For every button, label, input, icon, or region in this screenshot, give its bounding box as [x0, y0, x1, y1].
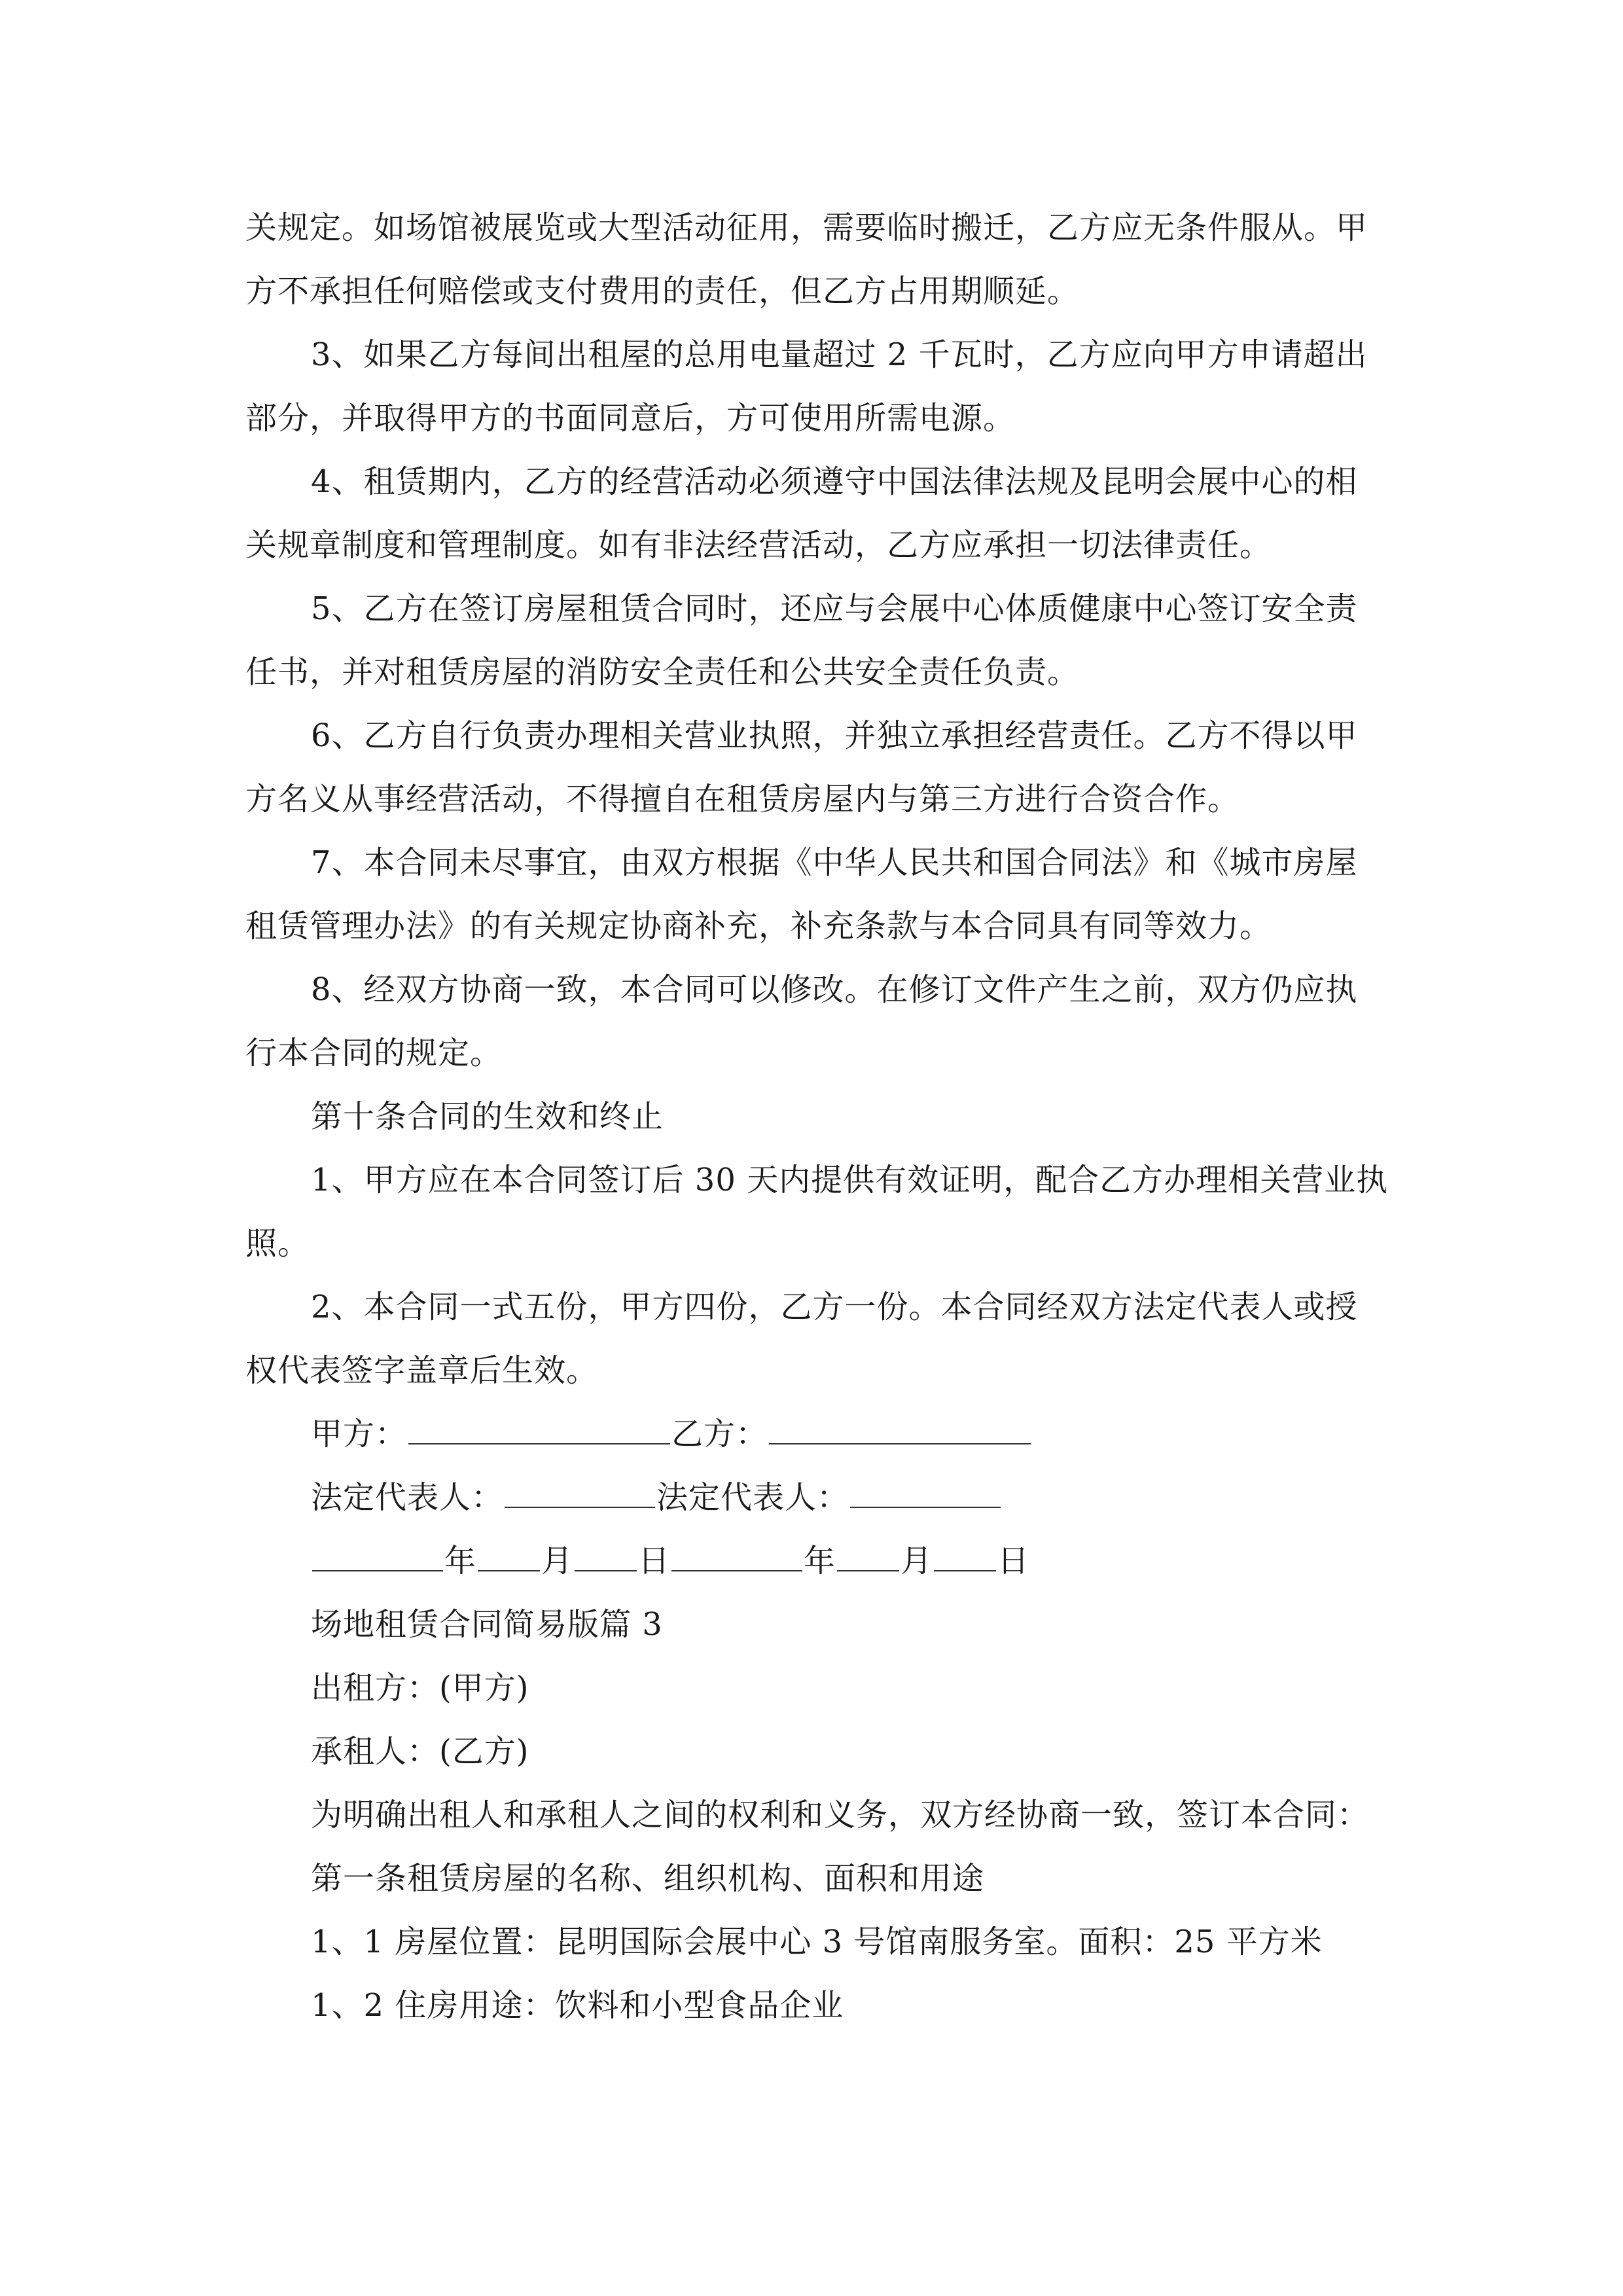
- article-10-clause-2: 2、本合同一式五份，甲方四份，乙方一份。本合同经双方法定代表人或授: [311, 1289, 1358, 1325]
- party-a-label: 甲方：: [311, 1416, 408, 1452]
- month-b-label: 月: [901, 1543, 933, 1579]
- signature-parties-row: [245, 1403, 1384, 1466]
- clause-7: 7、本合同未尽事宜，由双方根据《中华人民共和国合同法》和《城市房屋: [311, 844, 1358, 881]
- paragraph-line: 权代表签字盖章后生效。: [245, 1352, 599, 1389]
- signature-legal-rep-row: [245, 1466, 1384, 1530]
- day-b-label: 日: [997, 1543, 1030, 1579]
- document-body: [245, 196, 1389, 2037]
- legal-rep-a-blank: [505, 1467, 655, 1508]
- clause-3: 3、如果乙方每间出租屋的总用电量超过 2 千瓦时，乙方应向甲方申请超出: [311, 336, 1368, 373]
- day-a-label: 日: [638, 1543, 671, 1579]
- legal-rep-a-label: 法定代表人：: [311, 1479, 504, 1516]
- section-3-title: 场地租赁合同简易版篇 3: [311, 1606, 663, 1643]
- paragraph-line: 方名义从事经营活动，不得擅自在租赁房屋内与第三方进行合资合作。: [245, 781, 1240, 817]
- year-b-blank: [671, 1531, 802, 1571]
- party-a-blank: [408, 1404, 670, 1444]
- lessee-line: 承租人：(乙方): [311, 1733, 529, 1770]
- signature-date-row: [245, 1530, 1384, 1593]
- paragraph-line: 关规章制度和管理制度。如有非法经营活动，乙方应承担一切法律责任。: [245, 527, 1272, 564]
- clause-4: 4、租赁期内，乙方的经营活动必须遵守中国法律法规及昆明会展中心的相: [311, 463, 1358, 500]
- article-10-clause-1: 1、甲方应在本合同签订后 30 天内提供有效证明，配合乙方办理相关营业执: [311, 1162, 1389, 1198]
- clause-6: 6、乙方自行负责办理相关营业执照，并独立承担经营责任。乙方不得以甲: [311, 717, 1358, 754]
- item-1-2: 1、2 住房用途：饮料和小型食品企业: [311, 1987, 844, 2024]
- month-a-label: 月: [541, 1543, 574, 1579]
- year-a-label: 年: [444, 1543, 477, 1579]
- clause-8: 8、经双方协商一致，本合同可以修改。在修订文件产生之前，双方仍应执: [311, 971, 1358, 1008]
- party-b-label: 乙方：: [671, 1416, 768, 1452]
- day-b-blank: [934, 1531, 996, 1571]
- legal-rep-b-label: 法定代表人：: [656, 1479, 849, 1516]
- clause-5: 5、乙方在签订房屋租赁合同时，还应与会展中心体质健康中心签订安全责: [311, 590, 1358, 627]
- party-b-blank: [769, 1404, 1031, 1444]
- paragraph-line: 照。: [245, 1225, 310, 1262]
- year-b-label: 年: [804, 1543, 836, 1579]
- year-a-blank: [312, 1531, 443, 1571]
- paragraph-line: 关规定。如场馆被展览或大型活动征用，需要临时搬迁，乙方应无条件服从。甲: [245, 209, 1368, 246]
- paragraph-line: 部分，并取得甲方的书面同意后，方可使用所需电源。: [245, 400, 1016, 437]
- lessor-line: 出租方：(甲方): [311, 1670, 529, 1706]
- paragraph-line: 任书，并对租赁房屋的消防安全责任和公共安全责任负责。: [245, 654, 1080, 691]
- paragraph-line: 行本合同的规定。: [245, 1035, 503, 1071]
- month-b-blank: [837, 1531, 899, 1571]
- paragraph-line: 方不承担任何赔偿或支付费用的责任，但乙方占用期顺延。: [245, 273, 1080, 310]
- day-a-blank: [575, 1531, 637, 1571]
- month-a-blank: [478, 1531, 540, 1571]
- article-1-title: 第一条租赁房屋的名称、组织机构、面积和用途: [311, 1860, 985, 1897]
- article-10-title: 第十条合同的生效和终止: [311, 1098, 664, 1135]
- paragraph-line: 租赁管理办法》的有关规定协商补充，补充条款与本合同具有同等效力。: [245, 908, 1272, 944]
- legal-rep-b-blank: [850, 1467, 1001, 1508]
- contract-intro: 为明确出租人和承租人之间的权利和义务，双方经协商一致，签订本合同：: [311, 1797, 1370, 1833]
- item-1-1: 1、1 房屋位置：昆明国际会展中心 3 号馆南服务室。面积：25 平方米: [311, 1924, 1323, 1960]
